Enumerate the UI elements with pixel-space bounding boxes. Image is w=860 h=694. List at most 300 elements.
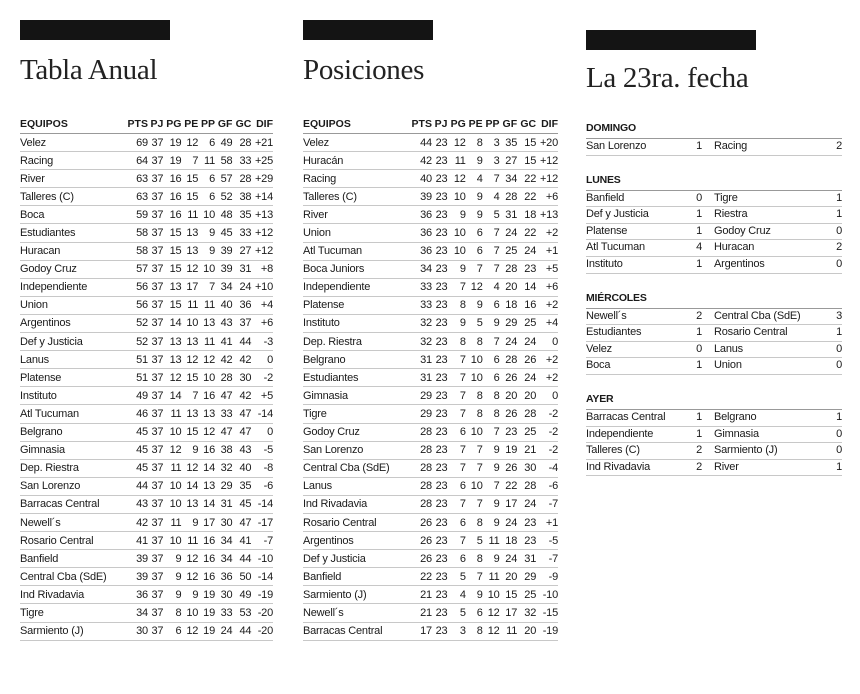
stat-cell-dif: +8: [251, 260, 273, 278]
stat-cell-pe: 12: [181, 260, 198, 278]
home-score: 0: [696, 191, 702, 204]
home-score: 2: [696, 444, 702, 457]
stat-cell-pg: 10: [447, 224, 465, 242]
stat-cell-gf: 33: [215, 604, 232, 622]
stat-cell-pp: 11: [198, 152, 215, 170]
team-name-cell: Godoy Cruz: [20, 260, 124, 278]
stat-cell-pts: 31: [407, 351, 432, 369]
stat-cell-gf: 11: [500, 622, 518, 640]
stat-cell-pp: 12: [198, 423, 215, 441]
home-team: Def y Justicia: [586, 208, 649, 221]
table-row: [303, 387, 558, 405]
stat-cell-pp: 9: [483, 495, 500, 513]
stat-cell-pts: 29: [407, 405, 432, 423]
stat-cell-dif: +12: [251, 224, 273, 242]
stat-cell-pj: 23: [432, 224, 447, 242]
stat-cell-gc: 29: [517, 568, 536, 586]
stat-cell-dif: 0: [251, 423, 273, 441]
stat-cell-pe: 17: [181, 278, 198, 296]
stat-cell-pp: 16: [198, 550, 215, 568]
table-row: [303, 170, 558, 188]
table-row: [20, 278, 273, 296]
fixtures-title: La 23ra. fecha: [586, 62, 749, 94]
stat-cell-pe: 8: [466, 333, 483, 351]
stat-cell-pe: 12: [181, 134, 198, 152]
column-header-gf: GF: [500, 116, 518, 134]
column-header-pts: PTS: [124, 116, 148, 134]
stat-cell-gc: 44: [232, 333, 251, 351]
stat-cell-pj: 37: [148, 351, 163, 369]
stat-cell-pg: 10: [447, 242, 465, 260]
stat-cell-gf: 38: [215, 441, 232, 459]
stat-cell-pe: 4: [466, 170, 483, 188]
stat-cell-pp: 10: [198, 260, 215, 278]
stat-cell-dif: +2: [536, 296, 558, 314]
table-row: [303, 134, 558, 152]
table-row: [20, 405, 273, 423]
table-row: [303, 568, 558, 586]
team-name-cell: Estudiantes: [20, 224, 124, 242]
stat-cell-gf: 26: [500, 369, 518, 387]
table-row: [20, 477, 273, 495]
stat-cell-pe: 9: [466, 296, 483, 314]
stat-cell-pp: 3: [483, 152, 500, 170]
home-score: 4: [696, 241, 702, 254]
stat-cell-dif: 0: [536, 333, 558, 351]
stat-cell-pg: 3: [447, 622, 465, 640]
stat-cell-pg: 6: [447, 513, 465, 531]
team-name-cell: Velez: [303, 134, 407, 152]
stat-cell-pts: 36: [124, 586, 148, 604]
stat-cell-pg: 6: [447, 477, 465, 495]
stat-cell-gc: 21: [517, 441, 536, 459]
stat-cell-pp: 6: [198, 170, 215, 188]
table-row: [20, 513, 273, 531]
stat-cell-pp: 7: [483, 170, 500, 188]
stat-cell-pj: 23: [432, 550, 447, 568]
team-name-cell: Newell´s: [20, 513, 124, 531]
stat-cell-pg: 14: [163, 387, 181, 405]
stat-cell-pj: 23: [432, 423, 447, 441]
stat-cell-gc: 26: [517, 351, 536, 369]
stat-cell-pe: 5: [466, 314, 483, 332]
stat-cell-pp: 7: [483, 333, 500, 351]
stat-cell-pts: 63: [124, 170, 148, 188]
team-name-cell: Gimnasia: [20, 441, 124, 459]
stat-cell-pts: 36: [407, 224, 432, 242]
stat-cell-gf: 42: [215, 351, 232, 369]
stat-cell-pg: 7: [447, 532, 465, 550]
stat-cell-pe: 12: [181, 622, 198, 640]
team-name-cell: Lanus: [20, 351, 124, 369]
stat-cell-pj: 23: [432, 387, 447, 405]
table-row: [20, 260, 273, 278]
home-score: 2: [696, 309, 702, 322]
stat-cell-pts: 52: [124, 333, 148, 351]
stat-cell-pe: 11: [181, 206, 198, 224]
away-team: Tigre: [714, 191, 738, 204]
stat-cell-pts: 30: [124, 622, 148, 640]
column-header-pts: PTS: [407, 116, 432, 134]
stat-cell-dif: +2: [536, 351, 558, 369]
stat-cell-pts: 69: [124, 134, 148, 152]
stat-cell-pe: 7: [466, 459, 483, 477]
stat-cell-gc: 14: [517, 278, 536, 296]
home-score: 1: [696, 427, 702, 440]
team-name-cell: Central Cba (SdE): [303, 459, 407, 477]
table-row: [303, 260, 558, 278]
stat-cell-pj: 37: [148, 477, 163, 495]
table-row: [20, 423, 273, 441]
match-row: [586, 191, 842, 208]
away-team: Huracan: [714, 241, 755, 254]
stat-cell-dif: -14: [251, 568, 273, 586]
stat-cell-pe: 13: [181, 333, 198, 351]
stat-cell-pe: 8: [466, 387, 483, 405]
stat-cell-pts: 28: [407, 495, 432, 513]
stat-cell-pj: 23: [432, 188, 447, 206]
table-row: [20, 441, 273, 459]
home-team: Newell´s: [586, 309, 627, 322]
team-name-cell: River: [20, 170, 124, 188]
stat-cell-gc: 15: [517, 134, 536, 152]
stat-cell-pg: 9: [163, 568, 181, 586]
stat-cell-pp: 16: [198, 568, 215, 586]
stat-cell-gc: 25: [517, 423, 536, 441]
team-name-cell: Banfield: [20, 550, 124, 568]
team-name-cell: Instituto: [303, 314, 407, 332]
stat-cell-pts: 42: [407, 152, 432, 170]
section-label-bar: [586, 30, 756, 50]
stat-cell-pj: 23: [432, 604, 447, 622]
stat-cell-pj: 37: [148, 459, 163, 477]
stat-cell-pg: 16: [163, 206, 181, 224]
team-name-cell: Estudiantes: [303, 369, 407, 387]
stat-cell-pj: 37: [148, 604, 163, 622]
stat-cell-pg: 7: [447, 369, 465, 387]
table-row: [303, 586, 558, 604]
stat-cell-pj: 37: [148, 296, 163, 314]
stat-cell-pe: 9: [466, 152, 483, 170]
stat-cell-dif: 0: [536, 387, 558, 405]
away-team: Central Cba (SdE): [714, 309, 801, 322]
stat-cell-dif: +6: [536, 188, 558, 206]
table-row: [303, 495, 558, 513]
stat-cell-pg: 7: [447, 387, 465, 405]
stat-cell-pj: 37: [148, 333, 163, 351]
stat-cell-pe: 7: [466, 495, 483, 513]
stat-cell-pg: 10: [163, 477, 181, 495]
stat-cell-gf: 34: [215, 278, 232, 296]
stat-cell-dif: +25: [251, 152, 273, 170]
stat-cell-dif: -9: [536, 568, 558, 586]
stat-cell-pts: 45: [124, 423, 148, 441]
stat-cell-pg: 8: [447, 333, 465, 351]
home-score: 1: [696, 359, 702, 372]
stat-cell-gc: 40: [232, 459, 251, 477]
stat-cell-pts: 56: [124, 278, 148, 296]
stat-cell-dif: -10: [251, 550, 273, 568]
table-row: [303, 278, 558, 296]
away-score: 0: [836, 224, 842, 237]
stat-cell-gf: 28: [500, 351, 518, 369]
stat-cell-gc: 42: [232, 351, 251, 369]
stat-cell-pg: 9: [447, 206, 465, 224]
stat-cell-pe: 10: [466, 369, 483, 387]
stat-cell-pg: 9: [447, 314, 465, 332]
stat-cell-pj: 23: [432, 369, 447, 387]
stat-cell-pg: 10: [163, 423, 181, 441]
stat-cell-pj: 37: [148, 387, 163, 405]
stat-cell-gc: 18: [517, 206, 536, 224]
stat-cell-dif: +6: [536, 278, 558, 296]
stat-cell-pts: 39: [124, 568, 148, 586]
away-score: 0: [836, 342, 842, 355]
stat-cell-pe: 8: [466, 405, 483, 423]
stat-cell-pe: 9: [466, 188, 483, 206]
stat-cell-pg: 15: [163, 242, 181, 260]
stat-cell-gf: 30: [215, 513, 232, 531]
team-name-cell: Boca: [20, 206, 124, 224]
stat-cell-pe: 13: [181, 495, 198, 513]
team-name-cell: Central Cba (SdE): [20, 568, 124, 586]
stat-cell-gf: 57: [215, 170, 232, 188]
stat-cell-pe: 9: [466, 586, 483, 604]
stat-cell-pe: 8: [466, 513, 483, 531]
table-row: [303, 459, 558, 477]
stat-cell-gc: 43: [232, 441, 251, 459]
match-row: [586, 460, 842, 477]
stat-cell-pj: 23: [432, 568, 447, 586]
team-name-cell: Godoy Cruz: [303, 423, 407, 441]
stat-cell-pg: 15: [163, 260, 181, 278]
stat-cell-dif: +12: [251, 242, 273, 260]
table-row: [303, 405, 558, 423]
stat-cell-pj: 37: [148, 423, 163, 441]
stat-cell-pg: 8: [447, 296, 465, 314]
column-header-pe: PE: [466, 116, 483, 134]
stat-cell-pg: 12: [447, 170, 465, 188]
away-score: 2: [836, 241, 842, 254]
stat-cell-pj: 23: [432, 441, 447, 459]
stat-cell-pj: 37: [148, 188, 163, 206]
stat-cell-pe: 13: [181, 242, 198, 260]
stat-cell-pts: 42: [124, 513, 148, 531]
stat-cell-pe: 7: [181, 152, 198, 170]
stat-cell-gc: 23: [517, 513, 536, 531]
stat-cell-pe: 15: [181, 170, 198, 188]
stat-cell-pe: 15: [181, 369, 198, 387]
table-header-row: [20, 116, 273, 134]
stat-cell-pp: 9: [483, 550, 500, 568]
stat-cell-pg: 7: [447, 459, 465, 477]
stat-cell-pg: 6: [163, 622, 181, 640]
stat-cell-pts: 44: [407, 134, 432, 152]
stat-cell-gc: 33: [232, 152, 251, 170]
stat-cell-pe: 6: [466, 604, 483, 622]
stat-cell-pe: 14: [181, 477, 198, 495]
table-row: [303, 477, 558, 495]
stat-cell-pts: 44: [124, 477, 148, 495]
stat-cell-dif: +20: [536, 134, 558, 152]
stat-cell-pts: 51: [124, 369, 148, 387]
table-row: [303, 423, 558, 441]
stat-cell-gf: 20: [500, 568, 518, 586]
team-name-cell: Barracas Central: [20, 495, 124, 513]
away-score: 0: [836, 257, 842, 270]
team-name-cell: Instituto: [20, 387, 124, 405]
stat-cell-pg: 14: [163, 314, 181, 332]
stat-cell-gf: 25: [500, 242, 518, 260]
stat-cell-pg: 5: [447, 604, 465, 622]
stat-cell-pe: 9: [181, 586, 198, 604]
table-row: [20, 604, 273, 622]
stat-cell-pp: 8: [483, 387, 500, 405]
stat-cell-pe: 13: [181, 224, 198, 242]
stat-cell-pg: 6: [447, 550, 465, 568]
matchday-label: AYER: [586, 393, 842, 410]
stat-cell-pp: 16: [198, 387, 215, 405]
table-row: [20, 170, 273, 188]
stat-cell-pts: 28: [407, 423, 432, 441]
stat-cell-dif: +29: [251, 170, 273, 188]
stat-cell-pj: 37: [148, 495, 163, 513]
stat-cell-gc: 28: [517, 477, 536, 495]
stat-cell-pp: 9: [198, 224, 215, 242]
stat-cell-pg: 11: [163, 405, 181, 423]
stat-cell-gf: 24: [500, 333, 518, 351]
away-score: 2: [836, 140, 842, 152]
team-name-cell: Argentinos: [20, 314, 124, 332]
stat-cell-pp: 9: [483, 314, 500, 332]
stat-cell-pp: 7: [483, 423, 500, 441]
team-name-cell: Huracan: [20, 242, 124, 260]
matchday-label: DOMINGO: [586, 122, 842, 139]
stat-cell-pj: 23: [432, 495, 447, 513]
stat-cell-pts: 59: [124, 206, 148, 224]
stat-cell-pp: 19: [198, 622, 215, 640]
away-score: 3: [836, 309, 842, 322]
stat-cell-pe: 7: [181, 387, 198, 405]
stat-cell-pe: 7: [466, 441, 483, 459]
stat-cell-dif: +1: [536, 242, 558, 260]
stat-cell-pp: 7: [483, 477, 500, 495]
stat-cell-pj: 37: [148, 441, 163, 459]
stat-cell-dif: +2: [536, 369, 558, 387]
stat-cell-pg: 7: [447, 495, 465, 513]
stat-cell-gf: 32: [215, 459, 232, 477]
team-name-cell: Def y Justicia: [303, 550, 407, 568]
stat-cell-gc: 45: [232, 495, 251, 513]
stat-cell-gf: 18: [500, 296, 518, 314]
stat-cell-pts: 32: [407, 314, 432, 332]
table-header-row: [303, 116, 558, 134]
table-row: [20, 586, 273, 604]
team-name-cell: Huracán: [303, 152, 407, 170]
stat-cell-pp: 16: [198, 441, 215, 459]
team-name-cell: Banfield: [303, 568, 407, 586]
table-row: [303, 314, 558, 332]
stat-cell-pp: 10: [483, 586, 500, 604]
home-score: 0: [696, 342, 702, 355]
stat-cell-gc: 25: [517, 314, 536, 332]
table-row: [303, 351, 558, 369]
table-row: [20, 188, 273, 206]
away-team: Sarmiento (J): [714, 444, 778, 457]
stat-cell-pe: 9: [181, 513, 198, 531]
home-team: Instituto: [586, 257, 623, 270]
stat-cell-gf: 34: [500, 170, 518, 188]
stat-cell-pj: 37: [148, 170, 163, 188]
stat-cell-dif: +4: [536, 314, 558, 332]
stat-cell-pts: 45: [124, 459, 148, 477]
stat-cell-gf: 30: [215, 586, 232, 604]
table-row: [20, 224, 273, 242]
stat-cell-gc: 31: [517, 550, 536, 568]
stat-cell-pj: 23: [432, 134, 447, 152]
table-row: [303, 622, 558, 640]
match-row: [586, 427, 842, 444]
stat-cell-pp: 10: [198, 369, 215, 387]
stat-cell-pe: 15: [181, 188, 198, 206]
stat-cell-pg: 4: [447, 586, 465, 604]
away-team: Godoy Cruz: [714, 224, 771, 237]
stat-cell-pe: 6: [466, 224, 483, 242]
stat-cell-gc: 53: [232, 604, 251, 622]
team-name-cell: Atl Tucuman: [20, 405, 124, 423]
stat-cell-gc: 44: [232, 550, 251, 568]
away-team: Rosario Central: [714, 326, 788, 339]
team-name-cell: Newell´s: [303, 604, 407, 622]
stat-cell-gf: 24: [215, 622, 232, 640]
matchday-block: [586, 292, 842, 375]
stat-cell-dif: +2: [536, 224, 558, 242]
table-row: [303, 206, 558, 224]
table-row: [303, 224, 558, 242]
stat-cell-pp: 14: [198, 495, 215, 513]
matchday-block: [586, 393, 842, 476]
stat-cell-pts: 41: [124, 532, 148, 550]
stat-cell-pj: 23: [432, 278, 447, 296]
stat-cell-pts: 29: [407, 387, 432, 405]
stat-cell-dif: -7: [536, 495, 558, 513]
stat-cell-gf: 26: [500, 459, 518, 477]
stat-cell-gf: 17: [500, 495, 518, 513]
stat-cell-pp: 9: [198, 242, 215, 260]
stat-cell-gf: 28: [500, 188, 518, 206]
stat-cell-pts: 36: [407, 242, 432, 260]
stat-cell-pg: 13: [163, 351, 181, 369]
positions-standings-table: [303, 116, 558, 641]
stat-cell-dif: -8: [251, 459, 273, 477]
stat-cell-pts: 34: [407, 260, 432, 278]
team-name-cell: Lanus: [303, 477, 407, 495]
stat-cell-gc: 15: [517, 152, 536, 170]
team-name-cell: Independiente: [303, 278, 407, 296]
stat-cell-dif: -20: [251, 622, 273, 640]
stat-cell-gf: 41: [215, 333, 232, 351]
table-row: [303, 152, 558, 170]
stat-cell-pe: 8: [466, 134, 483, 152]
stat-cell-dif: -10: [536, 586, 558, 604]
column-header-pe: PE: [181, 116, 198, 134]
stat-cell-pp: 17: [198, 513, 215, 531]
stat-cell-dif: +13: [536, 206, 558, 224]
stat-cell-pts: 49: [124, 387, 148, 405]
stat-cell-pp: 16: [198, 532, 215, 550]
table-row: [303, 188, 558, 206]
match-row: [586, 139, 842, 156]
